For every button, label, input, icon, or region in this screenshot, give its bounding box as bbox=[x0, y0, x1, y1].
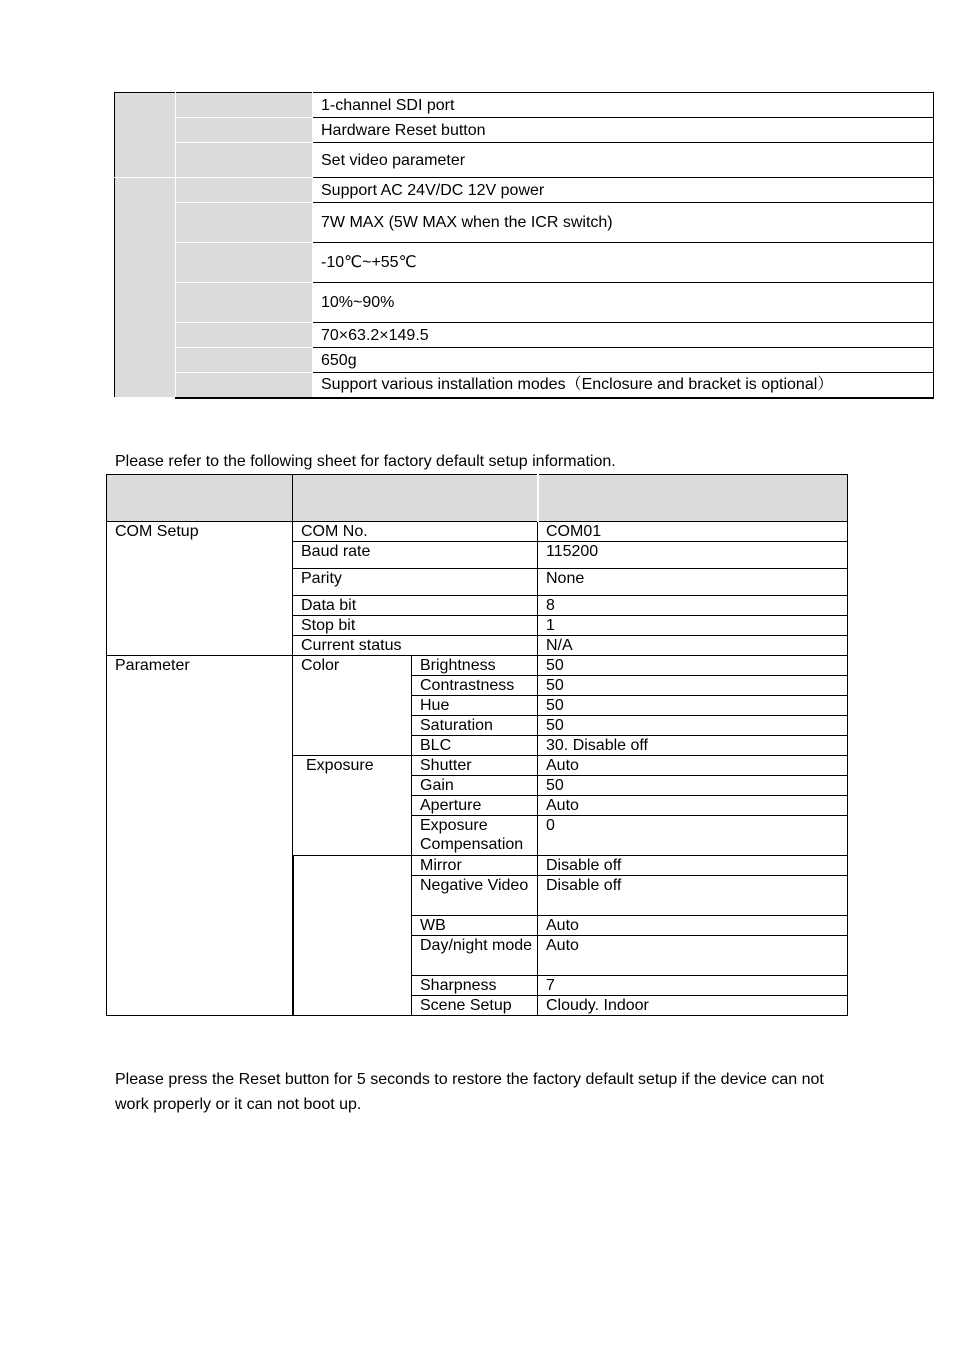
spec-group-cell bbox=[115, 178, 176, 398]
spec-group-cell bbox=[115, 93, 176, 178]
value-cell: None bbox=[538, 569, 848, 596]
item-cell: Data bit bbox=[293, 596, 538, 616]
spec-value: 10%~90% bbox=[313, 283, 934, 323]
value-cell: 50 bbox=[538, 696, 848, 716]
spec-row bbox=[115, 348, 934, 373]
value-cell: 50 bbox=[538, 676, 848, 696]
spec-value: 7W MAX (5W MAX when the ICR switch) bbox=[313, 203, 934, 243]
group-label-other bbox=[293, 856, 412, 1016]
spec-label-cell bbox=[176, 203, 313, 243]
value-cell: 50 bbox=[538, 656, 848, 676]
item-cell: Stop bit bbox=[293, 616, 538, 636]
item-cell: Aperture bbox=[412, 796, 538, 816]
item-cell: BLC bbox=[412, 736, 538, 756]
default-setup-table bbox=[106, 474, 848, 1016]
value-cell: 30. Disable off bbox=[538, 736, 848, 756]
value-cell: COM01 bbox=[538, 522, 848, 542]
item-cell: WB bbox=[412, 916, 538, 936]
item-cell: Current status bbox=[293, 636, 538, 656]
spec-label-cell bbox=[176, 93, 313, 118]
spec-value: Set video parameter bbox=[313, 143, 934, 178]
value-cell: Auto bbox=[538, 756, 848, 776]
item-cell: Brightness bbox=[412, 656, 538, 676]
spec-row bbox=[115, 143, 934, 178]
item-cell: Day/night mode bbox=[412, 936, 538, 976]
item-cell: Hue bbox=[412, 696, 538, 716]
item-cell: Mirror bbox=[412, 856, 538, 876]
item-cell: Negative Video bbox=[412, 876, 538, 916]
spec-row bbox=[115, 118, 934, 143]
value-cell: N/A bbox=[538, 636, 848, 656]
spec-value: 1-channel SDI port bbox=[313, 93, 934, 118]
section-label-com-setup: COM Setup bbox=[107, 522, 293, 656]
spec-label-cell bbox=[176, 373, 313, 398]
spec-label-cell bbox=[176, 178, 313, 203]
spec-table bbox=[114, 92, 934, 399]
spec-row bbox=[115, 93, 934, 118]
value-cell: Auto bbox=[538, 796, 848, 816]
item-cell: Saturation bbox=[412, 716, 538, 736]
value-cell: Disable off bbox=[538, 856, 848, 876]
spec-row bbox=[115, 323, 934, 348]
spec-value: 650g bbox=[313, 348, 934, 373]
spec-row bbox=[115, 243, 934, 283]
table-header-row bbox=[107, 475, 848, 522]
group-label-color: Color bbox=[293, 656, 412, 756]
item-cell: COM No. bbox=[293, 522, 538, 542]
item-cell: Exposure Compensation bbox=[412, 816, 538, 856]
header-cell bbox=[293, 475, 538, 522]
spec-row bbox=[115, 283, 934, 323]
item-cell: Sharpness bbox=[412, 976, 538, 996]
item-cell: Gain bbox=[412, 776, 538, 796]
spec-label-cell bbox=[176, 283, 313, 323]
item-cell: Scene Setup bbox=[412, 996, 538, 1016]
value-cell: Cloudy. Indoor bbox=[538, 996, 848, 1016]
spec-value: Support AC 24V/DC 12V power bbox=[313, 178, 934, 203]
table-row bbox=[107, 656, 848, 676]
reset-paragraph: Please press the Reset button for 5 seconds to restore the factory default setup if the device can not work properly or it can not boot up. bbox=[115, 1071, 824, 1113]
item-cell: Contrastness bbox=[412, 676, 538, 696]
spec-label-cell bbox=[176, 143, 313, 178]
value-cell: 115200 bbox=[538, 542, 848, 569]
value-cell: 50 bbox=[538, 716, 848, 736]
spec-row bbox=[115, 373, 934, 398]
value-cell: Disable off bbox=[538, 876, 848, 916]
spec-label-cell bbox=[176, 323, 313, 348]
item-cell: Baud rate bbox=[293, 542, 538, 569]
value-cell: Auto bbox=[538, 916, 848, 936]
spec-row bbox=[115, 203, 934, 243]
header-cell bbox=[107, 475, 293, 522]
spec-label-cell bbox=[176, 348, 313, 373]
value-cell: 50 bbox=[538, 776, 848, 796]
item-cell: Parity bbox=[293, 569, 538, 596]
group-label-exposure: Exposure bbox=[293, 756, 412, 856]
table-row bbox=[107, 522, 848, 542]
value-cell: Auto bbox=[538, 936, 848, 976]
spec-value: -10℃~+55℃ bbox=[313, 243, 934, 283]
spec-value: Hardware Reset button bbox=[313, 118, 934, 143]
spec-value: 70×63.2×149.5 bbox=[313, 323, 934, 348]
spec-value: Support various installation modes（Enclosure and bracket is optional） bbox=[313, 373, 934, 398]
spec-row bbox=[115, 178, 934, 203]
header-cell bbox=[538, 475, 848, 522]
value-cell: 0 bbox=[538, 816, 848, 856]
value-cell: 1 bbox=[538, 616, 848, 636]
spec-label-cell bbox=[176, 118, 313, 143]
intro-paragraph: Please refer to the following sheet for factory default setup information. bbox=[115, 453, 616, 470]
item-cell: Shutter bbox=[412, 756, 538, 776]
spec-label-cell bbox=[176, 243, 313, 283]
value-cell: 8 bbox=[538, 596, 848, 616]
value-cell: 7 bbox=[538, 976, 848, 996]
section-label-parameter: Parameter bbox=[107, 656, 293, 1016]
